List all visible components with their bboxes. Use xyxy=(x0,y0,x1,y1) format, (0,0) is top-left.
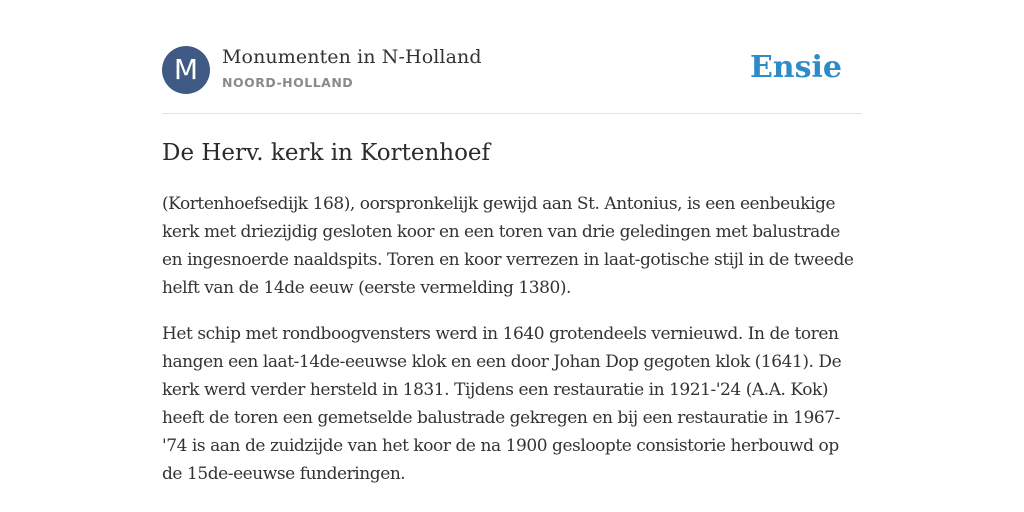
brand-logo[interactable]: Ensie xyxy=(749,50,842,85)
source-header xyxy=(162,46,862,96)
article-paragraph: (Kortenhoefsedijk 168), oorspronkelijk gewijd aan St. Antonius, is een eenbeukige kerk met driezijdig gesloten koor en een toren van drie geledingen met balustrade en ingesnoerde naaldspits. Toren en koor verrezen in laat-gotische stijl in de tweede helft van de 14de eeuw (eerste vermelding 1380). xyxy=(162,194,854,298)
source-name[interactable]: Monumenten in N-Holland xyxy=(222,46,482,68)
article-title: De Herv. kerk in Kortenhoef xyxy=(162,140,491,166)
article-body xyxy=(162,190,862,506)
source-avatar[interactable]: M xyxy=(162,46,210,94)
header-divider xyxy=(162,113,862,114)
source-region: NOORD-HOLLAND xyxy=(222,75,354,90)
article-paragraph: Het schip met rondboogvensters werd in 1640 grotendeels vernieuwd. In de toren hangen een laat-14de-eeuwse klok en een door Johan Dop gegoten klok (1641). De kerk werd verder hersteld in 1831. Tijdens een restauratie in 1921-'24 (A.A. Kok) heeft de toren een gemetselde balustrade gekregen en bij een restauratie in 1967-'74 is aan de zuidzijde van het koor de na 1900 gesloopte consistorie herbouwd op de 15de-eeuwse funderingen. xyxy=(162,324,842,484)
